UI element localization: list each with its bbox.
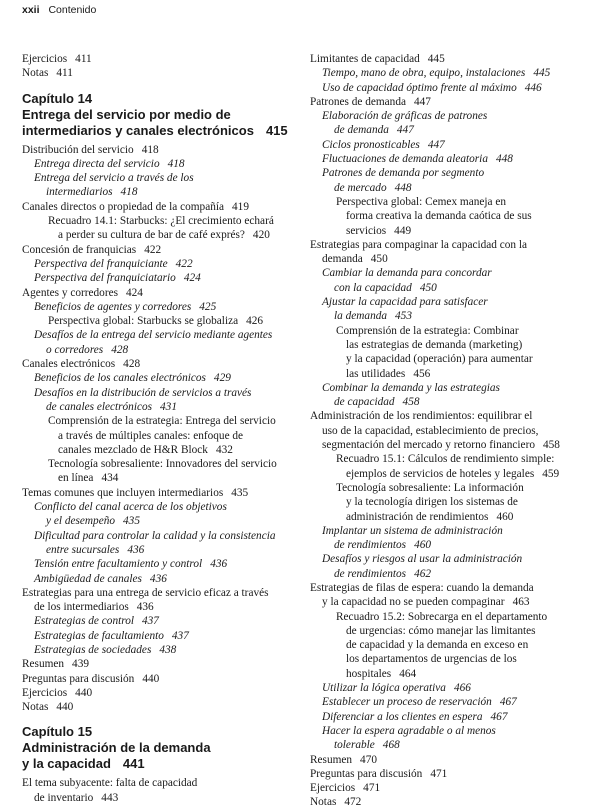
toc-entry [22,243,307,257]
toc-entry-line: Estrategias de facultamiento 437 [34,629,189,642]
toc-entry [22,386,307,415]
page-number: 437 [142,615,159,628]
toc-entry [310,166,592,195]
page-number: 428 [123,358,141,371]
toc-entry [22,586,307,615]
page-number: 425 [199,300,217,313]
page-number: 432 [215,443,233,456]
page-number: 447 [427,138,445,151]
toc-entry-line: Beneficios de los canales electrónicos 429 [34,372,231,385]
toc-entry [310,753,592,767]
toc-entry-line: Ajustar la capacidad para satisfacer [322,296,488,309]
page-number: 435 [231,486,249,499]
page-number: 415 [265,122,288,138]
toc-entry [310,109,592,138]
page-number: 431 [160,400,177,413]
page-number: 419 [232,200,249,213]
toc-entry-line: de los intermediarios 436 [34,601,154,614]
toc-entry-line: Ejercicios 440 [22,686,93,699]
toc-entry [22,66,307,80]
page-number: 462 [414,567,432,580]
toc-entry [22,314,307,328]
page-number: 448 [495,153,513,166]
toc-entry-line: Desafíos en la distribución de servicios a través [34,386,252,399]
toc-entry-line: Ciclos pronosticables 447 [322,138,445,151]
toc-entry-line: Recuadro 15.1: Cálculos de rendimiento simple: [336,453,555,466]
page-number: 441 [122,756,145,772]
page-number: 439 [72,658,89,671]
page-number: 458 [542,439,560,452]
toc-entry-line: Utilizar la lógica operativa 466 [322,682,471,695]
toc-entry-line: Implantar un sistema de administración [322,524,503,537]
toc-entry-line: Perspectiva global: Cemex maneja en [336,195,507,208]
toc-entry [22,328,307,357]
toc-entry-line: Beneficios de agentes y corredores 425 [34,300,217,313]
toc-entry-line: y la capacidad no se pueden compaginar 463 [322,596,530,609]
toc-entry [310,81,592,95]
toc-entry-line: Elaboración de gráficas de patrones [322,110,488,123]
toc-entry-line: Desafíos de la entrega del servicio mediante agentes [34,329,273,342]
toc-entry-line: Notas 411 [22,67,73,80]
page-number: 448 [394,181,412,194]
toc-entry-line: Administración de los rendimientos: equilibrar el [310,410,533,423]
toc-entry-line: los departamentos de urgencias de los [346,653,517,666]
page-number: 445 [427,53,445,65]
toc-entry [22,157,307,171]
toc-entry [22,371,307,385]
toc-entry-line: Tensión entre facultamiento y control 436 [34,558,228,571]
toc-entry-line: intermediarios 418 [46,186,138,199]
toc-entry [310,552,592,581]
page-number: 411 [75,53,92,65]
toc-entry-line: Tecnología sobresaliente: Innovadores del servicio [48,458,277,471]
page-number: 418 [120,186,138,199]
toc-entry-line: de capacidad 458 [334,396,420,409]
toc-entry-line: Patrones de demanda 447 [310,95,431,108]
page-number: 436 [210,558,228,571]
toc-entry-line: Notas 472 [310,796,362,809]
toc-entry [22,200,307,214]
toc-entry-line: en línea 434 [58,472,119,485]
page-number: 422 [175,257,193,270]
toc-entry [22,171,307,200]
toc-entry [310,238,592,267]
chapter-label: Capítulo 15 [22,724,93,740]
page-number: 434 [101,472,119,485]
toc-entry-line: servicios 449 [346,224,412,237]
toc-entry [310,581,592,610]
toc-entry-line: de inventario 443 [34,791,119,804]
toc-entry-line: ejemplos de servicios de hoteles y legales 459 [346,467,560,480]
toc-entry-line: Perspectiva global: Starbucks se globaliza 426 [48,315,264,328]
toc-entry [22,557,307,571]
toc-entry [310,95,592,109]
toc-entry-line: forma creativa la demanda caótica de sus [346,210,532,223]
toc-entry-line: El tema subyacente: falta de capacidad [22,777,198,790]
page-number: 438 [159,643,177,656]
toc-entry [310,724,592,753]
toc-entry-line: Estrategias para compaginar la capacidad con la [310,238,528,251]
toc-entry [310,295,592,324]
toc-entry-line: Estrategias de sociedades 438 [34,643,177,656]
toc-entry-line: Preguntas para discusión 440 [22,672,160,685]
chapter-title-line: Entrega del servicio por medio de [22,106,231,122]
toc-entry-line: Comprensión de la estrategia: Combinar [336,324,519,337]
toc-entry-line: o corredores 428 [46,343,129,356]
toc-entry [310,695,592,709]
toc-entry-line: Estrategias de filas de espera: cuando la demanda [310,581,534,594]
toc-entry [22,657,307,671]
toc-entry [22,686,307,700]
toc-entry [310,681,592,695]
page-number: 440 [142,672,160,685]
toc-entry-line: con la capacidad 450 [334,281,437,294]
toc-entry-line: las utilidades 456 [346,367,431,380]
page-number: 471 [363,782,381,795]
page-number: 436 [149,572,167,585]
toc-entry-line: Fluctuaciones de demanda aleatoria 448 [322,153,513,166]
page-number: 436 [127,543,145,556]
toc-entry-line: Limitantes de capacidad 445 [310,53,445,65]
page-number: 471 [430,767,448,780]
toc-entry [310,767,592,781]
toc-entry-line: Entrega directa del servicio 418 [34,157,185,170]
page-number: 420 [252,229,270,242]
toc-entry-line: Uso de capacidad óptimo frente al máximo 446 [322,81,542,94]
toc-entry-line: Canales electrónicos 428 [22,358,141,371]
toc-entry-line: Tecnología sobresaliente: La información [336,481,524,494]
toc-entry-line: canales mezclado de H&R Block 432 [58,443,233,456]
page-number: 472 [344,796,362,809]
page-number: 447 [396,124,414,137]
toc-entry [22,286,307,300]
page-number: 435 [123,515,140,528]
toc-entry [22,500,307,529]
chapter-title [22,107,307,139]
toc-entry-line: Perspectiva del franquiciatario 424 [34,272,201,285]
toc-entry [22,643,307,657]
toc-entry-line: Cambiar la demanda para concordar [322,267,492,280]
toc-entry-line: Recuadro 14.1: Starbucks: ¿El crecimiento echará [48,215,274,228]
toc-entry-line: Agentes y corredores 424 [22,286,143,299]
toc-entry-line: de demanda 447 [334,124,414,137]
page-number: 464 [399,667,417,680]
toc-entry-line: hospitales 464 [346,667,417,680]
toc-entry-line: Ejercicios 411 [22,53,92,65]
page-number: 440 [75,686,93,699]
toc-entry [310,266,592,295]
running-header [22,4,96,16]
toc-entry-line: Conflicto del canal acerca de los objetivos [34,501,227,514]
toc-entry-line: Patrones de demanda por segmento [322,167,485,180]
toc-entry-line: de rendimientos 462 [334,567,432,580]
page-number: 449 [394,224,412,237]
page-number: 453 [395,310,412,323]
toc-entry [22,214,307,243]
page-number: 450 [419,281,437,294]
toc-entry-line: Estrategias de control 437 [34,615,159,628]
toc-entry-line: Recuadro 15.2: Sobrecarga en el departamento [336,610,548,623]
toc-entry [22,672,307,686]
toc-entry-line: de mercado 448 [334,181,412,194]
toc-entry-line: las estrategias de demanda (marketing) [346,338,523,351]
toc-entry-line: entre sucursales 436 [46,543,145,556]
toc-entry [22,457,307,486]
toc-entry-line: Dificultad para controlar la calidad y la consistencia [34,529,276,542]
page-number: 460 [496,510,514,523]
toc-entry-line: de canales electrónicos 431 [46,400,177,413]
toc-entry [22,271,307,285]
page-number: 424 [126,286,143,299]
chapter-title-line: intermediarios y canales electrónicos 415 [22,122,288,138]
page-number: 446 [524,81,542,94]
page-number: 422 [144,243,162,256]
page-number: 467 [490,710,508,723]
toc-entry-line: Hacer la espera agradable o al menos [322,724,496,737]
toc-entry-line: a través de múltiples canales: enfoque de [58,429,244,442]
toc-entry [310,409,592,452]
toc-entry [22,414,307,457]
page-number: 426 [246,315,264,328]
toc-entry [310,610,592,681]
toc-entry [22,614,307,628]
page-number: 411 [56,67,73,80]
toc-entry-line: Distribución del servicio 418 [22,143,159,156]
page-number: 470 [360,753,377,766]
page-number: 467 [499,696,517,709]
page-number: 456 [413,367,431,380]
page-number: 443 [101,791,119,804]
toc-right-column [310,52,592,810]
page-number: 466 [453,682,471,695]
toc-entry [310,52,592,66]
page-number: 459 [542,467,560,480]
toc-entry-line: Entrega del servicio a través de los [34,172,194,185]
page-number: 440 [56,701,74,714]
header-page-number: xxii [22,4,40,16]
toc-entry-line: de rendimientos 460 [334,539,432,552]
toc-entry [310,195,592,238]
header-section-title: Contenido [48,4,97,16]
toc-entry-line: administración de rendimientos 460 [346,510,514,523]
toc-entry-line: Perspectiva del franquiciante 422 [34,257,193,270]
toc-entry-line: Establecer un proceso de reservación 467 [322,696,517,709]
toc-entry-line: uso de la capacidad, establecimiento de precios, [322,424,539,437]
page-number: 424 [183,272,201,285]
toc-entry-line: Tiempo, mano de obra, equipo, instalaciones 445 [322,67,551,80]
toc-entry-line: de capacidad y la demanda en exceso en [346,639,529,652]
toc-entry [310,138,592,152]
page-number: 428 [111,343,129,356]
toc-entry [22,629,307,643]
page-number: 458 [402,396,420,409]
toc-entry-line: Comprensión de la estrategia: Entrega del servicio [48,415,276,428]
toc-entry-line: Resumen 470 [310,753,377,766]
toc-entry-line: Estrategias para una entrega de servicio eficaz a través [22,586,269,599]
page-number: 437 [171,629,189,642]
toc-entry [310,324,592,381]
toc-entry [310,781,592,795]
toc-entry [310,795,592,809]
page-number: 445 [533,67,551,80]
toc-entry [22,700,307,714]
toc-entry-line: y la tecnología dirigen los sistemas de [346,496,518,509]
chapter-title-line: Administración de la demanda [22,740,211,756]
toc-entry-line: demanda 450 [322,253,388,266]
toc-entry-line: Ambigüedad de canales 436 [34,572,167,585]
toc-entry-line: a perder su cultura de bar de café exprés? 420 [58,229,270,242]
toc-entry-line: Temas comunes que incluyen intermediarios 435 [22,486,249,499]
page-number: 447 [414,95,431,108]
toc-entry [310,381,592,410]
toc-entry-line: tolerable 468 [334,739,400,752]
toc-entry-line: Ejercicios 471 [310,782,381,795]
page-number: 436 [136,601,154,614]
toc-entry-line: la demanda 453 [334,310,412,323]
page-number: 418 [141,143,159,156]
toc-entry [22,572,307,586]
page-number: 429 [213,372,231,385]
toc-entry-line: Desafíos y riesgos al usar la administración [322,553,523,566]
chapter-label: Capítulo 14 [22,90,93,106]
toc-entry-line: y el desempeño 435 [46,515,140,528]
toc-entry-line: segmentación del mercado y retorno financiero 458 [322,439,560,452]
chapter-title [22,740,307,772]
toc-entry [310,66,592,80]
page-number: 450 [370,253,388,266]
toc-entry-line: Notas 440 [22,701,74,714]
page-number: 460 [414,539,432,552]
toc-entry [22,357,307,371]
chapter-title-line: y la capacidad 441 [22,756,145,772]
toc-entry-line: Preguntas para discusión 471 [310,767,448,780]
toc-entry [22,52,307,66]
toc-entry [310,481,592,524]
page-number: 463 [512,596,530,609]
toc-entry [22,486,307,500]
page-number: 418 [167,157,185,170]
toc-entry [22,529,307,558]
toc-entry [22,300,307,314]
toc-entry [22,257,307,271]
toc-entry [310,152,592,166]
toc-entry-line: Canales directos o propiedad de la compañía 419 [22,200,249,213]
toc-entry-line: de urgencias: cómo manejar las limitantes [346,624,536,637]
toc-left-column [22,52,307,805]
toc-entry-line: Resumen 439 [22,658,89,671]
toc-entry [310,524,592,553]
toc-entry [310,710,592,724]
toc-entry [22,143,307,157]
toc-entry-line: Combinar la demanda y las estrategias [322,381,500,394]
toc-entry-line: y la capacidad (operación) para aumentar [346,353,533,366]
toc-entry-line: Diferenciar a los clientes en espera 467 [322,710,508,723]
page-number: 468 [382,739,400,752]
toc-entry [310,452,592,481]
toc-entry-line: Concesión de franquicias 422 [22,243,162,256]
